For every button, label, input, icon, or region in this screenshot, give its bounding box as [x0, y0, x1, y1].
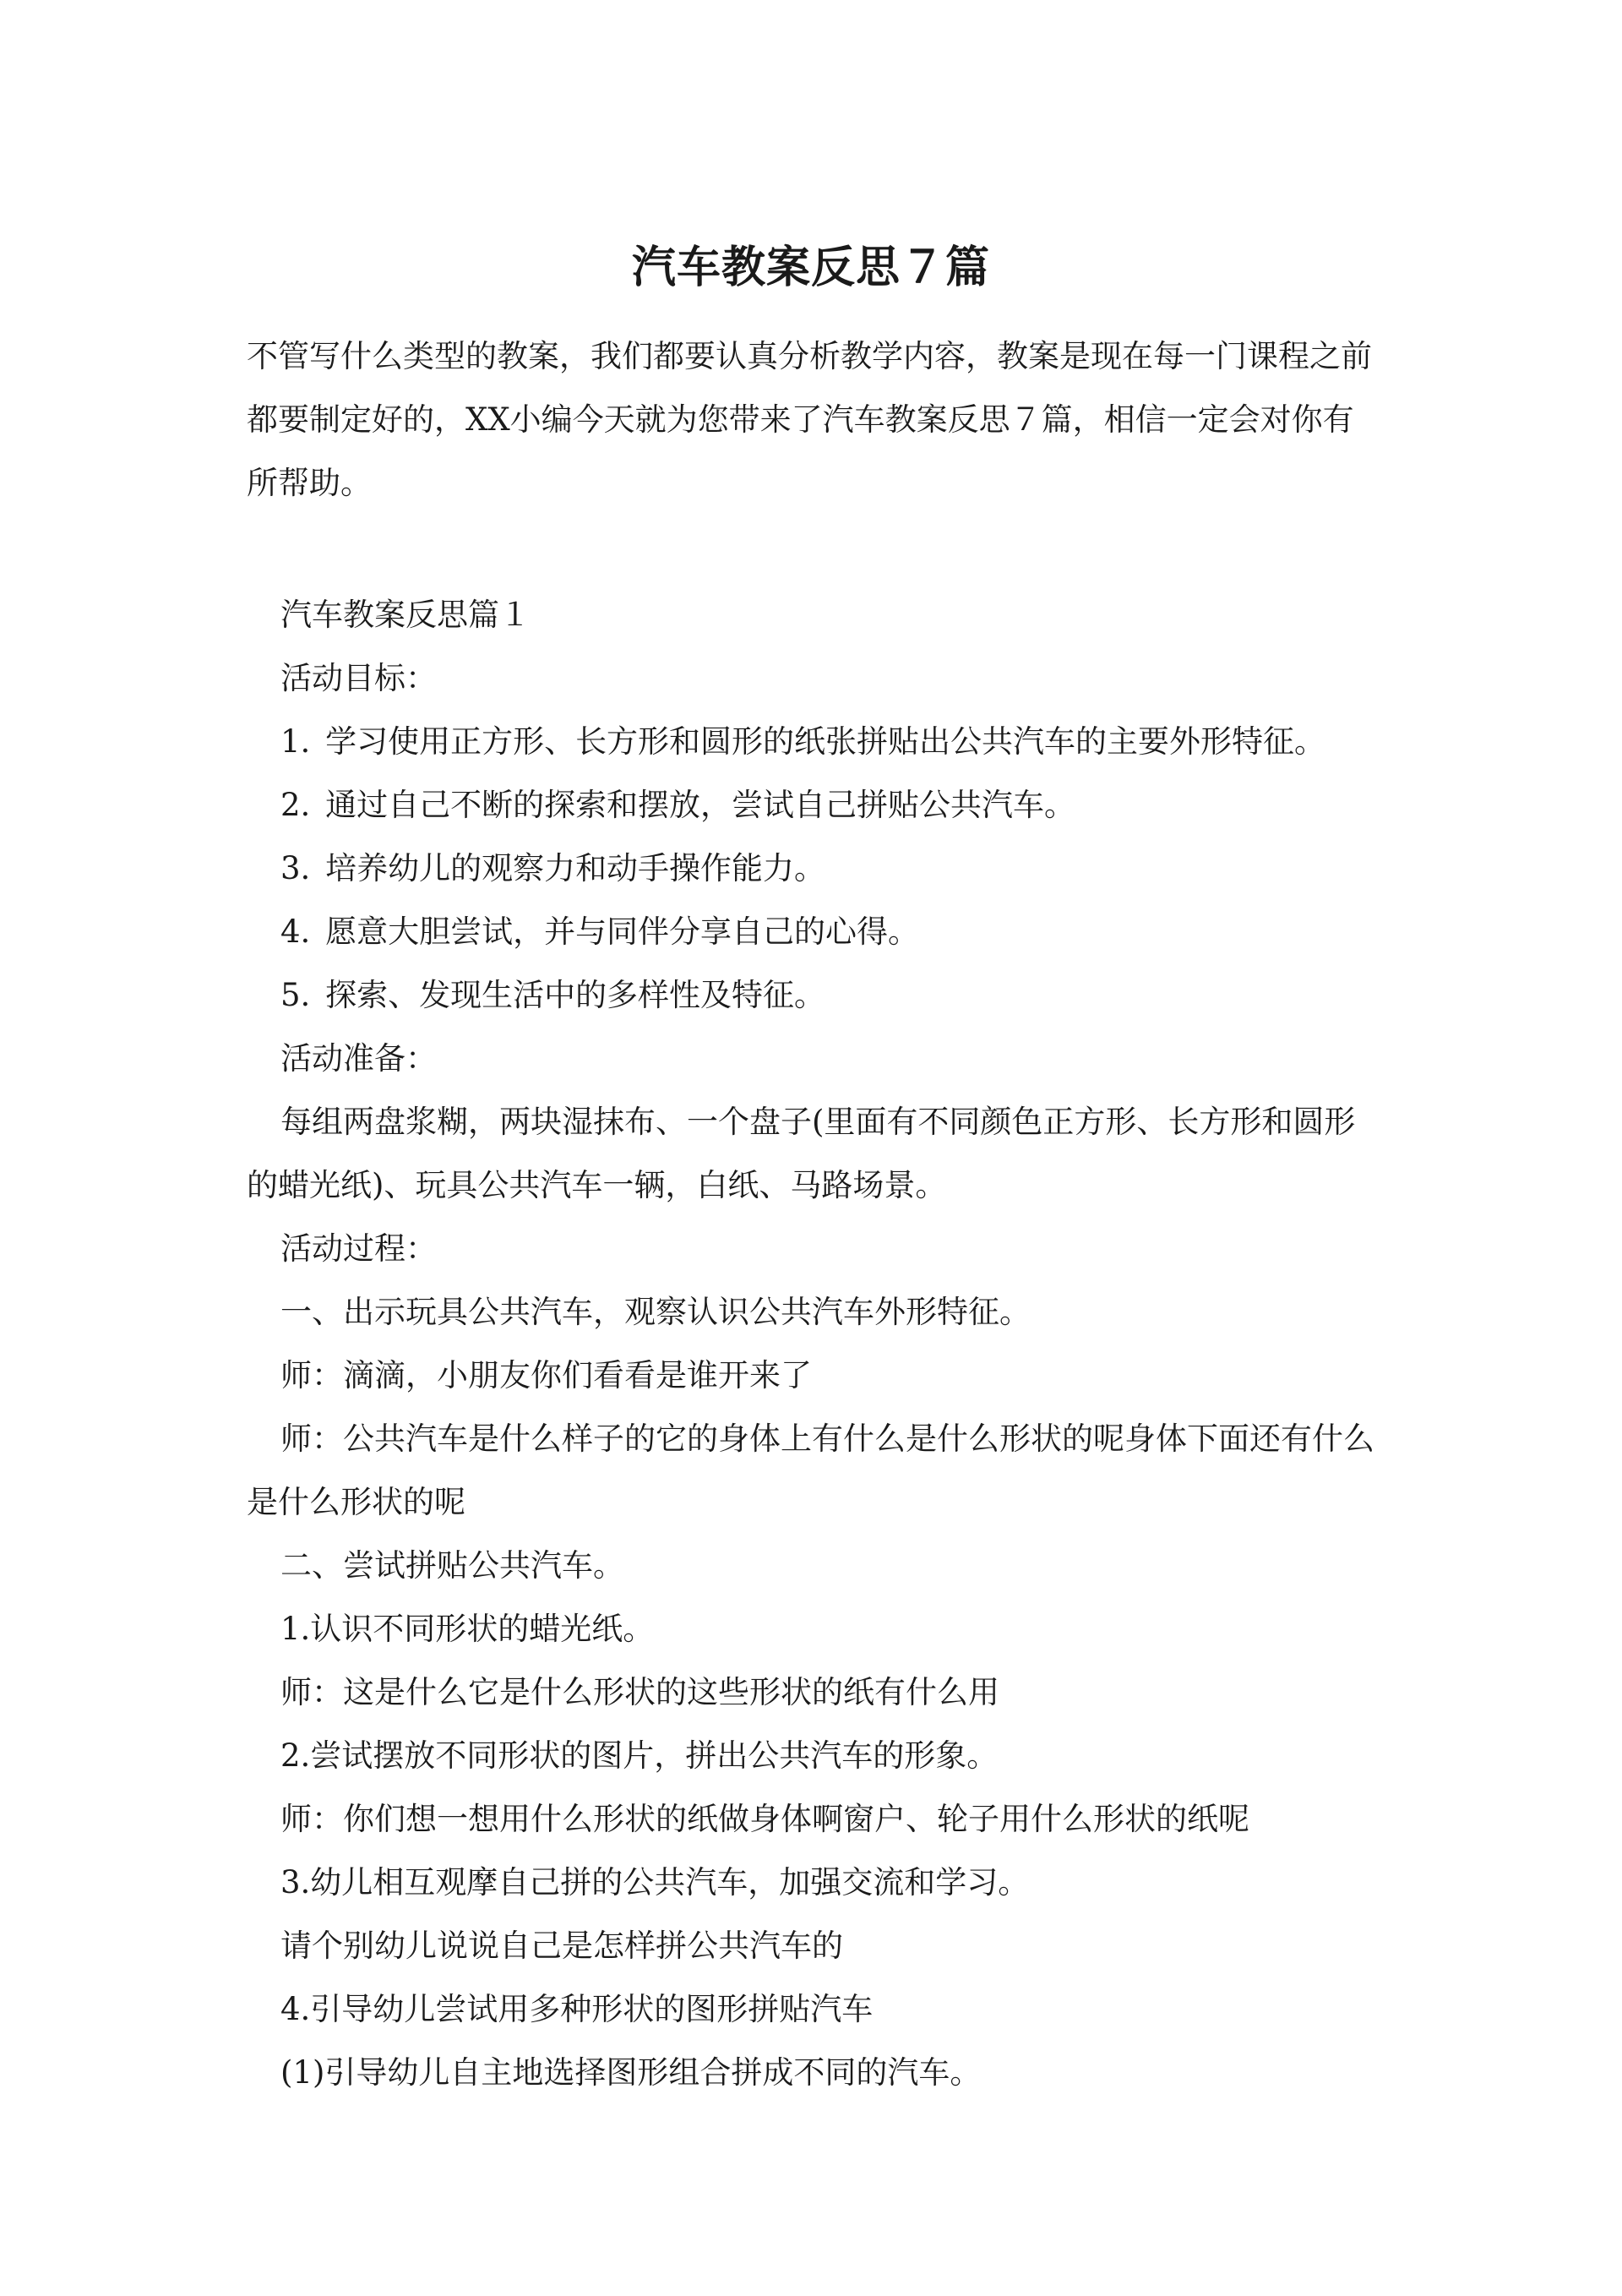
teacher-line: 师：你们想一想用什么形状的纸做身体啊窗户、轮子用什么形状的纸呢 [280, 1801, 1249, 1837]
intro-text: 不管写什么类型的教案，我们都要认真分析教学内容，教案是现在每一门课程之前都要制定好的，XX小编今天就为您带来了汽车教案反思７篇，相信一定会对你有所帮助。 [247, 338, 1372, 501]
process-step: 二、尝试拼贴公共汽车。 [280, 1547, 624, 1584]
process-substep: 1.认识不同形状的蜡光纸。 [280, 1611, 655, 1647]
process-substep: (1)引导幼儿自主地选择图形组合拼成不同的汽车。 [280, 2054, 982, 2091]
objective-item: 3. 培养幼儿的观察力和动手操作能力。 [280, 850, 826, 886]
process-substep: 2.尝试摆放不同形状的图片，拼出公共汽车的形象。 [280, 1737, 999, 1774]
teacher-line: 师：滴滴，小朋友你们看看是谁开来了 [280, 1357, 812, 1393]
subheading-preparation: 活动准备： [280, 1040, 437, 1077]
preparation-text: 每组两盘浆糊，两块湿抹布、一个盘子(里面有不同颜色正方形、长方形和圆形的蜡光纸)、玩具公共汽车一辆，白纸、马路场景。 [247, 1104, 1356, 1203]
intro-paragraph [247, 324, 1379, 515]
objective-item: 2. 通过自己不断的探索和摆放，尝试自己拼贴公共汽车。 [280, 787, 1076, 823]
document-body [247, 583, 1383, 2104]
process-substep: 3.幼儿相互观摩自己拼的公共汽车，加强交流和学习。 [280, 1864, 1030, 1901]
teacher-line: 师：这是什么它是什么形状的这些形状的纸有什么用 [280, 1674, 999, 1710]
process-step: 一、出示玩具公共汽车，观察认识公共汽车外形特征。 [280, 1294, 1031, 1330]
process-text: 请个别幼儿说说自己是怎样拼公共汽车的 [280, 1928, 843, 1964]
process-substep: 4.引导幼儿尝试用多种形状的图形拼贴汽车 [280, 1991, 874, 2027]
teacher-line: 师：公共汽车是什么样子的它的身体上有什么是什么形状的呢身体下面还有什么是什么形状的呢 [247, 1421, 1374, 1520]
objective-item: 5. 探索、发现生活中的多样性及特征。 [280, 977, 826, 1013]
subheading-process: 活动过程： [280, 1230, 437, 1267]
section-heading: 汽车教案反思篇１ [280, 597, 531, 633]
objective-item: 4. 愿意大胆尝试，并与同伴分享自己的心得。 [280, 913, 920, 950]
document-title: 汽车教案反思７篇 [631, 242, 990, 293]
objective-item: 1. 学习使用正方形、长方形和圆形的纸张拼贴出公共汽车的主要外形特征。 [280, 723, 1326, 760]
subheading-objectives: 活动目标： [280, 660, 437, 696]
